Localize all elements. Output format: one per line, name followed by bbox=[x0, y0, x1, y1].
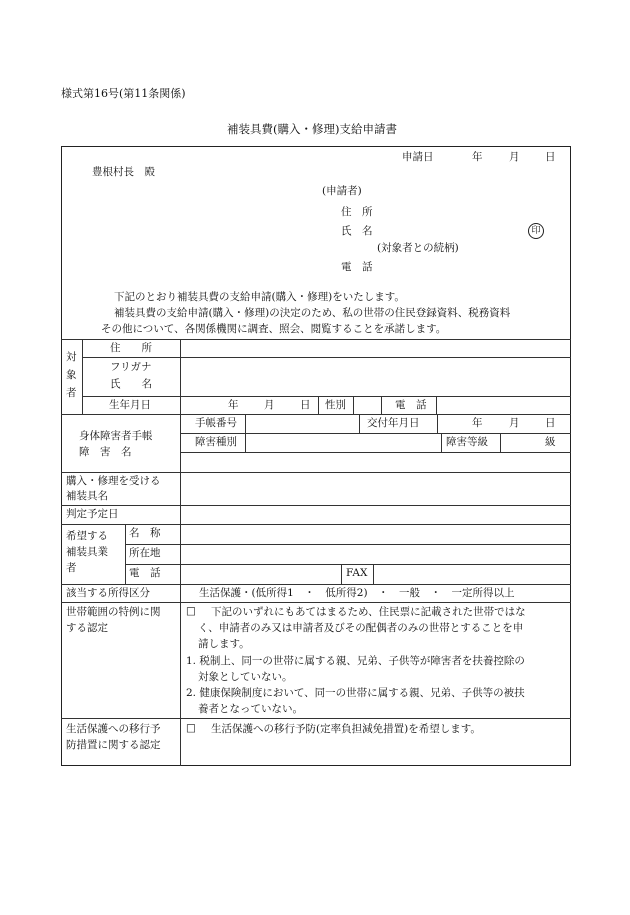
issue-date-month: 月 bbox=[509, 417, 520, 429]
household-item1-line2: 対象としていない。 bbox=[198, 671, 293, 683]
grid-line bbox=[61, 524, 571, 525]
welfare-label-line2: 防措置に関する認定 bbox=[66, 739, 161, 751]
grid-line bbox=[341, 564, 342, 584]
disability-label-line2: 障 害 名 bbox=[79, 446, 132, 458]
household-label-line2: する認定 bbox=[66, 622, 108, 634]
sex-label: 性別 bbox=[325, 399, 346, 411]
grid-line bbox=[61, 414, 571, 415]
grid-line bbox=[61, 505, 571, 506]
subject-label-1: 対 bbox=[66, 351, 77, 363]
welfare-label-line1: 生活保護への移行予 bbox=[66, 723, 161, 735]
statement-line1: 下記のとおり補装具費の支給申請(購入・修理)をいたします。 bbox=[114, 291, 405, 303]
household-item2-line1: 2. 健康保険制度において、同一の世帯に属する親、兄弟、子供等の被扶 bbox=[186, 687, 525, 699]
welfare-checkbox[interactable]: □ bbox=[186, 722, 196, 734]
birthdate-year: 年 bbox=[228, 399, 239, 411]
household-item2-line2: 養者となっていない。 bbox=[198, 703, 303, 715]
application-date-day: 日 bbox=[545, 151, 556, 163]
grid-line bbox=[125, 564, 571, 565]
vendor-fax-label: FAX bbox=[346, 567, 368, 579]
disability-grade-label: 障害等級 bbox=[446, 436, 488, 448]
household-item1-line1: 1. 税制上、同一の世帯に属する親、兄弟、子供等が障害者を扶養控除の bbox=[186, 655, 525, 667]
subject-furigana-label: フリガナ bbox=[110, 361, 152, 373]
vendor-phone-label: 電 話 bbox=[129, 567, 161, 579]
seal-mark: 印 bbox=[528, 223, 544, 239]
birthdate-month: 月 bbox=[264, 399, 275, 411]
grid-line bbox=[245, 414, 246, 452]
judgment-date-label: 判定予定日 bbox=[66, 508, 119, 520]
grid-line bbox=[61, 339, 571, 340]
grid-line bbox=[353, 396, 354, 414]
subject-address-label: 住 所 bbox=[110, 342, 152, 354]
grid-line bbox=[61, 472, 571, 473]
income-options: 生活保護・(低所得1 ・ 低所得2) ・ 一般 ・ 一定所得以上 bbox=[199, 587, 515, 599]
grid-line bbox=[82, 339, 83, 414]
application-date-label: 申請日 bbox=[402, 151, 434, 163]
applicant-phone-label: 電 話 bbox=[341, 261, 373, 273]
applicant-address-label: 住 所 bbox=[341, 206, 373, 218]
applicant-label: (申請者) bbox=[322, 185, 362, 197]
grid-line bbox=[373, 564, 374, 584]
subject-label-2: 象 bbox=[66, 369, 77, 381]
application-date-year: 年 bbox=[472, 151, 483, 163]
form-title: 補装具費(購入・修理)支給申請書 bbox=[227, 122, 397, 136]
device-label-line2: 補装具名 bbox=[66, 490, 108, 502]
grid-line bbox=[61, 602, 571, 603]
household-checkbox[interactable]: □ bbox=[186, 605, 196, 617]
grid-line bbox=[61, 718, 571, 719]
household-text-line3: 請します。 bbox=[198, 638, 250, 650]
application-form-table bbox=[61, 146, 571, 766]
grid-line bbox=[359, 414, 360, 433]
addressee: 豊根村長 殿 bbox=[92, 166, 155, 178]
vendor-location-label: 所在地 bbox=[129, 547, 161, 559]
disability-label-line1: 身体障害者手帳 bbox=[79, 430, 153, 442]
issue-date-label: 交付年月日 bbox=[367, 417, 420, 429]
vendor-label-line1: 希望する bbox=[66, 530, 108, 542]
grid-line bbox=[125, 544, 571, 545]
device-label-line1: 購入・修理を受ける bbox=[66, 475, 161, 487]
grid-line bbox=[125, 524, 126, 584]
form-number: 様式第16号(第11条関係) bbox=[61, 87, 186, 100]
household-text-line1: 下記のいずれにもあてはまるため、住民票に記載された世帯ではな bbox=[211, 606, 526, 618]
birthdate-day: 日 bbox=[300, 399, 311, 411]
disability-grade-unit: 級 bbox=[545, 436, 556, 448]
grid-line bbox=[82, 357, 571, 358]
grid-line bbox=[437, 414, 438, 433]
statement-line2: 補装具費の支給申請(購入・修理)の決定のため、私の世帯の住民登録資料、税務資料 bbox=[114, 307, 511, 319]
grid-line bbox=[82, 396, 571, 397]
issue-date-year: 年 bbox=[472, 417, 483, 429]
grid-line bbox=[436, 396, 437, 414]
grid-line bbox=[381, 396, 382, 414]
applicant-name-label: 氏 名 bbox=[341, 225, 373, 237]
issue-date-day: 日 bbox=[545, 417, 556, 429]
household-label-line1: 世帯範囲の特例に関 bbox=[66, 606, 161, 618]
vendor-label-line2: 補装具業 bbox=[66, 546, 108, 558]
grid-line bbox=[441, 433, 442, 452]
disability-type-label: 障害種別 bbox=[195, 436, 237, 448]
grid-line bbox=[180, 433, 571, 434]
grid-line bbox=[500, 433, 501, 452]
grid-line bbox=[180, 339, 181, 766]
grid-line bbox=[318, 396, 319, 414]
subject-name-label: 氏 名 bbox=[110, 378, 152, 390]
vendor-label-line3: 者 bbox=[66, 562, 77, 574]
relation-label: (対象者との続柄) bbox=[377, 242, 459, 254]
grid-line bbox=[180, 452, 571, 453]
statement-line3: その他について、各関係機関に調査、照会、閲覧することを承諾します。 bbox=[101, 323, 447, 335]
welfare-text: 生活保護への移行予防(定率負担減免措置)を希望します。 bbox=[211, 723, 481, 735]
income-label: 該当する所得区分 bbox=[66, 587, 150, 599]
household-text-line2: く、申請者のみ又は申請者及びその配偶者のみの世帯とすることを申 bbox=[198, 622, 524, 634]
birthdate-label: 生年月日 bbox=[109, 399, 151, 411]
vendor-name-label: 名 称 bbox=[129, 527, 161, 539]
application-date-month: 月 bbox=[509, 151, 520, 163]
subject-label-3: 者 bbox=[66, 387, 77, 399]
grid-line bbox=[61, 584, 571, 585]
subject-phone-label: 電 話 bbox=[395, 399, 427, 411]
notebook-number-label: 手帳番号 bbox=[195, 417, 237, 429]
